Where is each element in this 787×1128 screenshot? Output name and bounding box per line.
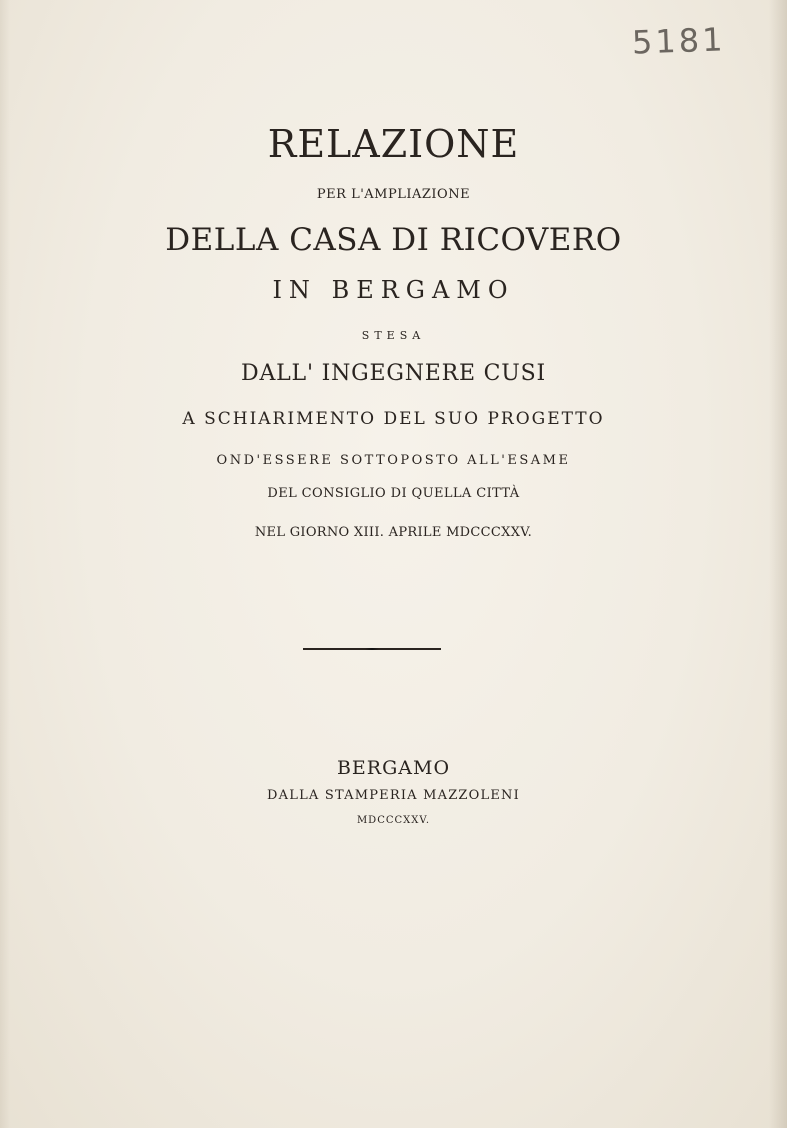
decorative-rule xyxy=(303,648,441,650)
title-line-author: DALL' INGEGNERE CUSI xyxy=(241,361,546,386)
imprint-city: BERGAMO xyxy=(336,757,451,779)
imprint-printer: DALLA STAMPERIA MAZZOLENI xyxy=(267,788,520,803)
page-edge-shadow-right xyxy=(769,0,787,1128)
title-line-consiglio: DEL CONSIGLIO DI QUELLA CITTÀ xyxy=(267,486,520,501)
imprint-year: MDCCCXXV. xyxy=(356,815,431,826)
title-line-in-bergamo: IN BERGAMO xyxy=(272,276,515,304)
title-line-schiarimento: A SCHIARIMENTO DEL SUO PROGETTO xyxy=(182,409,605,429)
title-line-ampliazione: PER L'AMPLIAZIONE xyxy=(316,187,471,202)
handwritten-shelfmark: 5181 xyxy=(630,20,726,62)
title-line-esame: OND'ESSERE SOTTOPOSTO ALL'ESAME xyxy=(216,453,571,468)
title-line-date: NEL GIORNO XIII. APRILE MDCCCXXV. xyxy=(254,525,533,540)
page-edge-shadow-left xyxy=(0,0,10,1128)
title-line-stesa: STESA xyxy=(361,329,426,342)
title-main: RELAZIONE xyxy=(267,122,520,166)
title-line-casa-di-ricovero: DELLA CASA DI RICOVERO xyxy=(165,222,622,258)
